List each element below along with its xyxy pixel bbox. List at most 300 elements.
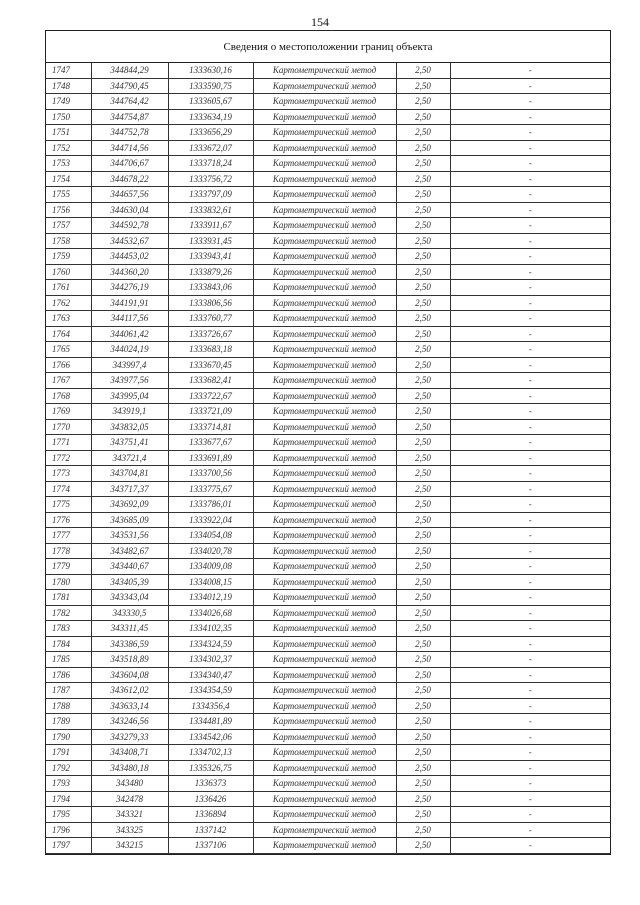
table-row xyxy=(46,202,610,218)
x-coordinate-cell: 344592,78 xyxy=(91,218,168,234)
accuracy-cell: 2,50 xyxy=(396,342,450,358)
method-cell: Картометрический метод xyxy=(253,636,396,652)
method-cell: Картометрический метод xyxy=(253,822,396,838)
method-cell: Картометрический метод xyxy=(253,667,396,683)
table-row xyxy=(46,760,610,776)
method-cell: Картометрический метод xyxy=(253,280,396,296)
method-cell: Картометрический метод xyxy=(253,218,396,234)
description-cell: - xyxy=(450,295,610,311)
description-cell: - xyxy=(450,481,610,497)
y-coordinate-cell: 1336373 xyxy=(168,776,253,792)
x-coordinate-cell: 342478 xyxy=(91,791,168,807)
x-coordinate-cell: 343246,56 xyxy=(91,714,168,730)
table-row xyxy=(46,373,610,389)
x-coordinate-cell: 344360,20 xyxy=(91,264,168,280)
description-cell: - xyxy=(450,63,610,78)
y-coordinate-cell: 1334702,13 xyxy=(168,745,253,761)
method-cell: Картометрический метод xyxy=(253,466,396,482)
x-coordinate-cell: 343325 xyxy=(91,822,168,838)
description-cell: - xyxy=(450,404,610,420)
point-number-cell: 1754 xyxy=(46,171,91,187)
table-row xyxy=(46,652,610,668)
x-coordinate-cell: 344532,67 xyxy=(91,233,168,249)
point-number-cell: 1765 xyxy=(46,342,91,358)
method-cell: Картометрический метод xyxy=(253,590,396,606)
table-row xyxy=(46,698,610,714)
y-coordinate-cell: 1334324,59 xyxy=(168,636,253,652)
table-row xyxy=(46,621,610,637)
description-cell: - xyxy=(450,202,610,218)
accuracy-cell: 2,50 xyxy=(396,698,450,714)
y-coordinate-cell: 1333700,56 xyxy=(168,466,253,482)
x-coordinate-cell: 344678,22 xyxy=(91,171,168,187)
x-coordinate-cell: 343482,67 xyxy=(91,543,168,559)
accuracy-cell: 2,50 xyxy=(396,125,450,141)
description-cell: - xyxy=(450,466,610,482)
y-coordinate-cell: 1333721,09 xyxy=(168,404,253,420)
accuracy-cell: 2,50 xyxy=(396,295,450,311)
point-number-cell: 1750 xyxy=(46,109,91,125)
method-cell: Картометрический метод xyxy=(253,187,396,203)
description-cell: - xyxy=(450,776,610,792)
accuracy-cell: 2,50 xyxy=(396,791,450,807)
accuracy-cell: 2,50 xyxy=(396,667,450,683)
description-cell: - xyxy=(450,574,610,590)
x-coordinate-cell: 343717,37 xyxy=(91,481,168,497)
method-cell: Картометрический метод xyxy=(253,559,396,575)
point-number-cell: 1782 xyxy=(46,605,91,621)
y-coordinate-cell: 1333756,72 xyxy=(168,171,253,187)
method-cell: Картометрический метод xyxy=(253,435,396,451)
accuracy-cell: 2,50 xyxy=(396,466,450,482)
y-coordinate-cell: 1333943,41 xyxy=(168,249,253,265)
point-number-cell: 1775 xyxy=(46,497,91,513)
table-row xyxy=(46,683,610,699)
table-row xyxy=(46,187,610,203)
table-row xyxy=(46,280,610,296)
accuracy-cell: 2,50 xyxy=(396,311,450,327)
point-number-cell: 1786 xyxy=(46,667,91,683)
method-cell: Картометрический метод xyxy=(253,652,396,668)
table-row xyxy=(46,63,610,78)
accuracy-cell: 2,50 xyxy=(396,590,450,606)
description-cell: - xyxy=(450,605,610,621)
y-coordinate-cell: 1333677,67 xyxy=(168,435,253,451)
x-coordinate-cell: 343997,4 xyxy=(91,357,168,373)
accuracy-cell: 2,50 xyxy=(396,574,450,590)
point-number-cell: 1791 xyxy=(46,745,91,761)
description-cell: - xyxy=(450,419,610,435)
accuracy-cell: 2,50 xyxy=(396,621,450,637)
method-cell: Картометрический метод xyxy=(253,311,396,327)
x-coordinate-cell: 343518,89 xyxy=(91,652,168,668)
x-coordinate-cell: 344764,42 xyxy=(91,94,168,110)
table-row xyxy=(46,714,610,730)
x-coordinate-cell: 344752,78 xyxy=(91,125,168,141)
x-coordinate-cell: 343633,14 xyxy=(91,698,168,714)
table-row xyxy=(46,838,610,854)
point-number-cell: 1767 xyxy=(46,373,91,389)
y-coordinate-cell: 1333714,81 xyxy=(168,419,253,435)
table-row xyxy=(46,667,610,683)
x-coordinate-cell: 344453,02 xyxy=(91,249,168,265)
accuracy-cell: 2,50 xyxy=(396,140,450,156)
table-row xyxy=(46,776,610,792)
table-row xyxy=(46,512,610,528)
description-cell: - xyxy=(450,156,610,172)
description-cell: - xyxy=(450,559,610,575)
y-coordinate-cell: 1333786,01 xyxy=(168,497,253,513)
accuracy-cell: 2,50 xyxy=(396,512,450,528)
accuracy-cell: 2,50 xyxy=(396,605,450,621)
x-coordinate-cell: 343311,45 xyxy=(91,621,168,637)
x-coordinate-cell: 344657,56 xyxy=(91,187,168,203)
method-cell: Картометрический метод xyxy=(253,419,396,435)
description-cell: - xyxy=(450,171,610,187)
x-coordinate-cell: 343343,04 xyxy=(91,590,168,606)
y-coordinate-cell: 1333879,26 xyxy=(168,264,253,280)
method-cell: Картометрический метод xyxy=(253,63,396,78)
point-number-cell: 1790 xyxy=(46,729,91,745)
y-coordinate-cell: 1334340,47 xyxy=(168,667,253,683)
description-cell: - xyxy=(450,450,610,466)
description-cell: - xyxy=(450,187,610,203)
x-coordinate-cell: 344061,42 xyxy=(91,326,168,342)
description-cell: - xyxy=(450,838,610,854)
point-number-cell: 1783 xyxy=(46,621,91,637)
x-coordinate-cell: 343480,18 xyxy=(91,760,168,776)
accuracy-cell: 2,50 xyxy=(396,636,450,652)
description-cell: - xyxy=(450,218,610,234)
y-coordinate-cell: 1334012,19 xyxy=(168,590,253,606)
method-cell: Картометрический метод xyxy=(253,698,396,714)
x-coordinate-cell: 344706,67 xyxy=(91,156,168,172)
description-cell: - xyxy=(450,233,610,249)
point-number-cell: 1768 xyxy=(46,388,91,404)
table-row xyxy=(46,171,610,187)
accuracy-cell: 2,50 xyxy=(396,202,450,218)
accuracy-cell: 2,50 xyxy=(396,683,450,699)
x-coordinate-cell: 343832,05 xyxy=(91,419,168,435)
y-coordinate-cell: 1333691,89 xyxy=(168,450,253,466)
y-coordinate-cell: 1336894 xyxy=(168,807,253,823)
table-row xyxy=(46,264,610,280)
boundary-points-table xyxy=(46,63,610,854)
table-row xyxy=(46,497,610,513)
accuracy-cell: 2,50 xyxy=(396,280,450,296)
y-coordinate-cell: 1334481,89 xyxy=(168,714,253,730)
table-row xyxy=(46,326,610,342)
point-number-cell: 1749 xyxy=(46,94,91,110)
description-cell: - xyxy=(450,590,610,606)
point-number-cell: 1761 xyxy=(46,280,91,296)
x-coordinate-cell: 343321 xyxy=(91,807,168,823)
accuracy-cell: 2,50 xyxy=(396,729,450,745)
description-cell: - xyxy=(450,388,610,404)
table-row xyxy=(46,94,610,110)
accuracy-cell: 2,50 xyxy=(396,543,450,559)
description-cell: - xyxy=(450,791,610,807)
point-number-cell: 1796 xyxy=(46,822,91,838)
accuracy-cell: 2,50 xyxy=(396,357,450,373)
y-coordinate-cell: 1337142 xyxy=(168,822,253,838)
accuracy-cell: 2,50 xyxy=(396,419,450,435)
table-row xyxy=(46,574,610,590)
description-cell: - xyxy=(450,543,610,559)
table-row xyxy=(46,807,610,823)
point-number-cell: 1756 xyxy=(46,202,91,218)
description-cell: - xyxy=(450,249,610,265)
x-coordinate-cell: 343408,71 xyxy=(91,745,168,761)
table-row xyxy=(46,295,610,311)
accuracy-cell: 2,50 xyxy=(396,822,450,838)
point-number-cell: 1777 xyxy=(46,528,91,544)
x-coordinate-cell: 343685,09 xyxy=(91,512,168,528)
description-cell: - xyxy=(450,125,610,141)
page-number: 154 xyxy=(311,15,329,29)
method-cell: Картометрический метод xyxy=(253,512,396,528)
method-cell: Картометрический метод xyxy=(253,249,396,265)
accuracy-cell: 2,50 xyxy=(396,807,450,823)
method-cell: Картометрический метод xyxy=(253,264,396,280)
x-coordinate-cell: 343480 xyxy=(91,776,168,792)
y-coordinate-cell: 1334302,37 xyxy=(168,652,253,668)
y-coordinate-cell: 1333590,75 xyxy=(168,78,253,94)
description-cell: - xyxy=(450,373,610,389)
y-coordinate-cell: 1333670,45 xyxy=(168,357,253,373)
method-cell: Картометрический метод xyxy=(253,791,396,807)
method-cell: Картометрический метод xyxy=(253,745,396,761)
accuracy-cell: 2,50 xyxy=(396,187,450,203)
method-cell: Картометрический метод xyxy=(253,450,396,466)
table-row xyxy=(46,729,610,745)
method-cell: Картометрический метод xyxy=(253,78,396,94)
x-coordinate-cell: 344117,56 xyxy=(91,311,168,327)
accuracy-cell: 2,50 xyxy=(396,838,450,854)
accuracy-cell: 2,50 xyxy=(396,745,450,761)
method-cell: Картометрический метод xyxy=(253,776,396,792)
y-coordinate-cell: 1334054,08 xyxy=(168,528,253,544)
y-coordinate-cell: 1334356,4 xyxy=(168,698,253,714)
accuracy-cell: 2,50 xyxy=(396,373,450,389)
method-cell: Картометрический метод xyxy=(253,373,396,389)
method-cell: Картометрический метод xyxy=(253,357,396,373)
method-cell: Картометрический метод xyxy=(253,295,396,311)
y-coordinate-cell: 1333672,07 xyxy=(168,140,253,156)
point-number-cell: 1787 xyxy=(46,683,91,699)
point-number-cell: 1793 xyxy=(46,776,91,792)
description-cell: - xyxy=(450,326,610,342)
accuracy-cell: 2,50 xyxy=(396,233,450,249)
x-coordinate-cell: 343995,04 xyxy=(91,388,168,404)
point-number-cell: 1779 xyxy=(46,559,91,575)
table-row xyxy=(46,528,610,544)
x-coordinate-cell: 343612,02 xyxy=(91,683,168,699)
point-number-cell: 1771 xyxy=(46,435,91,451)
table-row xyxy=(46,590,610,606)
x-coordinate-cell: 343531,56 xyxy=(91,528,168,544)
y-coordinate-cell: 1333775,67 xyxy=(168,481,253,497)
description-cell: - xyxy=(450,714,610,730)
x-coordinate-cell: 343405,39 xyxy=(91,574,168,590)
description-cell: - xyxy=(450,822,610,838)
point-number-cell: 1773 xyxy=(46,466,91,482)
y-coordinate-cell: 1333605,67 xyxy=(168,94,253,110)
point-number-cell: 1769 xyxy=(46,404,91,420)
table-heading: Сведения о местоположении границ объекта xyxy=(46,31,610,63)
table-row xyxy=(46,822,610,838)
table-row xyxy=(46,745,610,761)
method-cell: Картометрический метод xyxy=(253,326,396,342)
method-cell: Картометрический метод xyxy=(253,481,396,497)
y-coordinate-cell: 1334026,68 xyxy=(168,605,253,621)
table-row xyxy=(46,481,610,497)
x-coordinate-cell: 344790,45 xyxy=(91,78,168,94)
method-cell: Картометрический метод xyxy=(253,683,396,699)
table-row xyxy=(46,605,610,621)
y-coordinate-cell: 1334009,08 xyxy=(168,559,253,575)
x-coordinate-cell: 343215 xyxy=(91,838,168,854)
x-coordinate-cell: 343977,56 xyxy=(91,373,168,389)
method-cell: Картометрический метод xyxy=(253,140,396,156)
method-cell: Картометрический метод xyxy=(253,342,396,358)
method-cell: Картометрический метод xyxy=(253,233,396,249)
accuracy-cell: 2,50 xyxy=(396,264,450,280)
accuracy-cell: 2,50 xyxy=(396,559,450,575)
table-row xyxy=(46,791,610,807)
description-cell: - xyxy=(450,807,610,823)
point-number-cell: 1770 xyxy=(46,419,91,435)
description-cell: - xyxy=(450,512,610,528)
accuracy-cell: 2,50 xyxy=(396,435,450,451)
method-cell: Картометрический метод xyxy=(253,156,396,172)
description-cell: - xyxy=(450,342,610,358)
x-coordinate-cell: 343692,09 xyxy=(91,497,168,513)
description-cell: - xyxy=(450,140,610,156)
table-row xyxy=(46,125,610,141)
y-coordinate-cell: 1334102,35 xyxy=(168,621,253,637)
y-coordinate-cell: 1333843,06 xyxy=(168,280,253,296)
table-row xyxy=(46,249,610,265)
x-coordinate-cell: 343440,67 xyxy=(91,559,168,575)
table-row xyxy=(46,450,610,466)
point-number-cell: 1752 xyxy=(46,140,91,156)
description-cell: - xyxy=(450,760,610,776)
description-cell: - xyxy=(450,264,610,280)
y-coordinate-cell: 1334008,15 xyxy=(168,574,253,590)
accuracy-cell: 2,50 xyxy=(396,109,450,125)
point-number-cell: 1788 xyxy=(46,698,91,714)
point-number-cell: 1759 xyxy=(46,249,91,265)
point-number-cell: 1795 xyxy=(46,807,91,823)
accuracy-cell: 2,50 xyxy=(396,63,450,78)
table-row xyxy=(46,435,610,451)
boundary-table-frame xyxy=(45,30,611,855)
description-cell: - xyxy=(450,497,610,513)
accuracy-cell: 2,50 xyxy=(396,714,450,730)
point-number-cell: 1776 xyxy=(46,512,91,528)
point-number-cell: 1780 xyxy=(46,574,91,590)
y-coordinate-cell: 1333726,67 xyxy=(168,326,253,342)
y-coordinate-cell: 1334354,59 xyxy=(168,683,253,699)
accuracy-cell: 2,50 xyxy=(396,249,450,265)
x-coordinate-cell: 344844,29 xyxy=(91,63,168,78)
accuracy-cell: 2,50 xyxy=(396,388,450,404)
x-coordinate-cell: 343704,81 xyxy=(91,466,168,482)
point-number-cell: 1763 xyxy=(46,311,91,327)
point-number-cell: 1755 xyxy=(46,187,91,203)
accuracy-cell: 2,50 xyxy=(396,171,450,187)
method-cell: Картометрический метод xyxy=(253,109,396,125)
method-cell: Картометрический метод xyxy=(253,714,396,730)
table-row xyxy=(46,233,610,249)
table-row xyxy=(46,342,610,358)
x-coordinate-cell: 344630,04 xyxy=(91,202,168,218)
y-coordinate-cell: 1334020,78 xyxy=(168,543,253,559)
point-number-cell: 1792 xyxy=(46,760,91,776)
method-cell: Картометрический метод xyxy=(253,807,396,823)
point-number-cell: 1757 xyxy=(46,218,91,234)
description-cell: - xyxy=(450,280,610,296)
description-cell: - xyxy=(450,357,610,373)
point-number-cell: 1748 xyxy=(46,78,91,94)
table-row xyxy=(46,466,610,482)
x-coordinate-cell: 343279,33 xyxy=(91,729,168,745)
description-cell: - xyxy=(450,698,610,714)
y-coordinate-cell: 1333911,67 xyxy=(168,218,253,234)
x-coordinate-cell: 343919,1 xyxy=(91,404,168,420)
table-row xyxy=(46,109,610,125)
description-cell: - xyxy=(450,78,610,94)
point-number-cell: 1781 xyxy=(46,590,91,606)
y-coordinate-cell: 1333634,19 xyxy=(168,109,253,125)
method-cell: Картометрический метод xyxy=(253,621,396,637)
y-coordinate-cell: 1336426 xyxy=(168,791,253,807)
accuracy-cell: 2,50 xyxy=(396,528,450,544)
y-coordinate-cell: 1334542,06 xyxy=(168,729,253,745)
point-number-cell: 1772 xyxy=(46,450,91,466)
point-number-cell: 1766 xyxy=(46,357,91,373)
description-cell: - xyxy=(450,435,610,451)
y-coordinate-cell: 1333656,29 xyxy=(168,125,253,141)
y-coordinate-cell: 1333922,04 xyxy=(168,512,253,528)
table-row xyxy=(46,636,610,652)
description-cell: - xyxy=(450,652,610,668)
y-coordinate-cell: 1333806,56 xyxy=(168,295,253,311)
method-cell: Картометрический метод xyxy=(253,838,396,854)
point-number-cell: 1789 xyxy=(46,714,91,730)
y-coordinate-cell: 1333797,09 xyxy=(168,187,253,203)
y-coordinate-cell: 1337106 xyxy=(168,838,253,854)
y-coordinate-cell: 1333630,16 xyxy=(168,63,253,78)
method-cell: Картометрический метод xyxy=(253,729,396,745)
description-cell: - xyxy=(450,729,610,745)
x-coordinate-cell: 343604,08 xyxy=(91,667,168,683)
x-coordinate-cell: 344191,91 xyxy=(91,295,168,311)
y-coordinate-cell: 1333682,41 xyxy=(168,373,253,389)
point-number-cell: 1778 xyxy=(46,543,91,559)
accuracy-cell: 2,50 xyxy=(396,156,450,172)
point-number-cell: 1784 xyxy=(46,636,91,652)
description-cell: - xyxy=(450,667,610,683)
point-number-cell: 1797 xyxy=(46,838,91,854)
description-cell: - xyxy=(450,621,610,637)
table-row xyxy=(46,388,610,404)
accuracy-cell: 2,50 xyxy=(396,652,450,668)
x-coordinate-cell: 344714,56 xyxy=(91,140,168,156)
table-row xyxy=(46,559,610,575)
x-coordinate-cell: 344276,19 xyxy=(91,280,168,296)
